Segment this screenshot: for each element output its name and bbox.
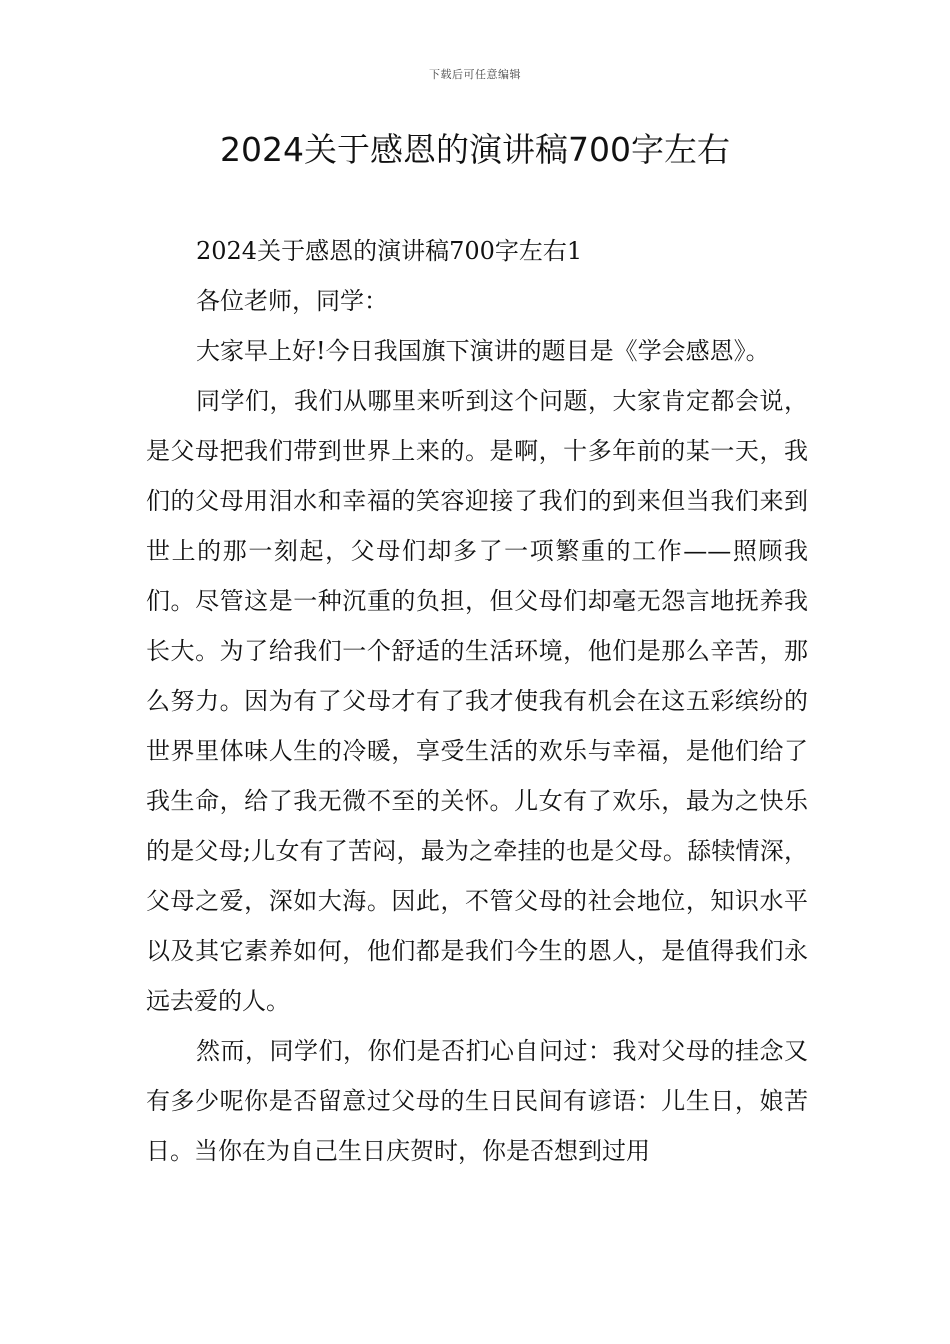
- section-heading: 2024关于感恩的演讲稿700字左右1: [196, 237, 583, 265]
- paragraph: 然而，同学们，你们是否扪心自问过：我对父母的挂念又有多少呢你是否留意过父母的生日民间有谚语：儿生日，娘苦日。当你在为自己生日庆贺时，你是否想到过用: [146, 1037, 808, 1165]
- document-body: [146, 226, 808, 1176]
- header-note: 下载后可任意编辑: [429, 68, 521, 81]
- salutation: 各位老师，同学：: [196, 287, 388, 315]
- paragraph: 同学们，我们从哪里来听到这个问题，大家肯定都会说，是父母把我们带到世界上来的。是啊，十多年前的某一天，我们的父母用泪水和幸福的笑容迎接了我们的到来但当我们来到世上的那一刻起，父母们却多了一项繁重的工作——照顾我们。尽管这是一种沉重的负担，但父母们却毫无怨言地抚养我长大。为了给我们一个舒适的生活环境，他们是那么辛苦，那么努力。因为有了父母才有了我才使我有机会在这五彩缤纷的世界里体味人生的冷暖，享受生活的欢乐与幸福，是他们给了我生命，给了我无微不至的关怀。儿女有了欢乐，最为之快乐的是父母;儿女有了苦闷，最为之牵挂的也是父母。舔犊情深，父母之爱，深如大海。因此，不管父母的社会地位，知识水平以及其它素养如何，他们都是我们今生的恩人，是值得我们永远去爱的人。: [146, 387, 808, 1015]
- paragraph: 大家早上好!今日我国旗下演讲的题目是《学会感恩》。: [196, 337, 770, 365]
- document-title: 2024关于感恩的演讲稿700字左右: [220, 130, 730, 169]
